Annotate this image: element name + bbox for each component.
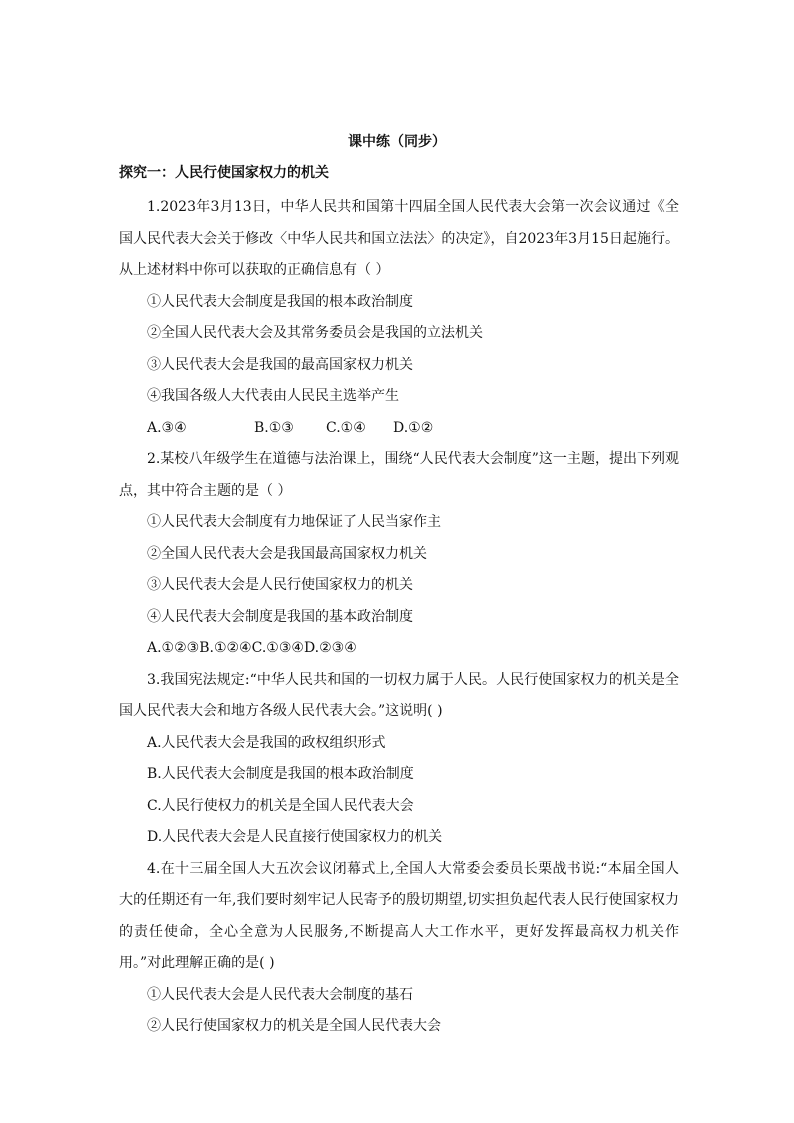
option-a: A.③④: [147, 419, 187, 436]
question-2-item: ④人民代表大会制度是我国的基本政治制度: [147, 608, 413, 625]
question-1-options: [119, 413, 679, 445]
question-3-option: D.人民代表大会是人民直接行使国家权力的机关: [147, 829, 443, 845]
question-1-item: ④我国各级人大代表由人民民主选举产生: [147, 388, 399, 404]
section-heading: 探究一：人民行使国家权力的机关: [119, 165, 329, 181]
question-1-item: ③人民代表大会是我国的最高国家权力机关: [147, 356, 413, 373]
question-1-item: ①人民代表大会制度是我国的根本政治制度: [147, 293, 413, 310]
question-3-option: B.人民代表大会制度是我国的根本政治制度: [147, 766, 414, 782]
option-c: C.①④: [326, 419, 366, 436]
question-1-item: ②全国人民代表大会及其常务委员会是我国的立法机关: [147, 325, 483, 341]
question-2-item: ③人民代表大会是人民行使国家权力的机关: [147, 577, 413, 593]
option-d: D.①②: [393, 419, 434, 436]
question-list: [119, 192, 679, 1043]
question-4-item: ②人民行使国家权力的机关是全国人民代表大会: [147, 1018, 441, 1034]
question-2-options: [119, 633, 679, 665]
option-b: B.①③: [254, 419, 294, 436]
question-2-item: ②全国人民代表大会是我国最高国家权力机关: [147, 545, 427, 562]
question-4-item: ①人民代表大会是人民代表大会制度的基石: [147, 986, 413, 1003]
option-a: A.①②③: [147, 640, 200, 656]
question-2-item: ①人民代表大会制度有力地保证了人民当家作主: [147, 514, 441, 530]
option-c: C.①③④: [251, 640, 304, 656]
question-3-option: C.人民行使权力的机关是全国人民代表大会: [147, 797, 414, 814]
question-3-option: A.人民代表大会是我国的政权组织形式: [147, 734, 386, 751]
option-d: D.②③④: [303, 640, 357, 656]
page-title: 课中练（同步）: [348, 134, 446, 150]
option-b: B.①②④: [199, 640, 252, 656]
question-1-stem: 1.2023年3月13日，中华人民共和国第十四届全国人民代表大会第一次会议通过《全国人民代表大会关于修改〈中华人民共和国立法法〉的决定》，自2023年3月15日起施行。从上述材料中你可以获取的正确信息有（ ）: [119, 199, 679, 278]
question-4-stem: 4.在十三届全国人大五次会议闭幕式上,全国人大常委会委员长栗战书说:“本届全国人大的任期还有一年,我们要时刻牢记人民寄予的殷切期望,切实担负起代表人民行使国家权力的责任使命，全心全意为人民服务,不断提高人大工作水平，更好发挥最高权力机关作用。”对此理解正确的是( ): [119, 860, 679, 971]
question-3-stem: 3.我国宪法规定:“中华人民共和国的一切权力属于人民。人民行使国家权力的机关是全国人民代表大会和地方各级人民代表大会。”这说明( ): [119, 671, 679, 719]
question-2-stem: 2.某校八年级学生在道德与法治课上，围绕“人民代表大会制度”这一主题，提出下列观点，其中符合主题的是（ ）: [119, 451, 679, 499]
